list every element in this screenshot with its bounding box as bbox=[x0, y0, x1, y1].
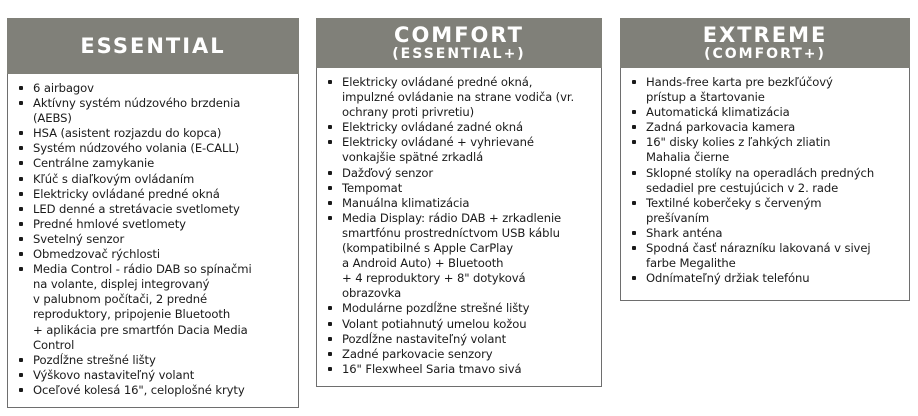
list-item-text-line: LED denné a stretávacie svetlomety bbox=[33, 201, 240, 216]
list-item-text-line: Mahalia čierne bbox=[646, 150, 730, 165]
bullet-icon bbox=[632, 110, 636, 114]
panel-title: EXTREME bbox=[702, 23, 828, 47]
list-item-text-line: Systém núdzového volania (E-CALL) bbox=[33, 141, 240, 156]
list-item-text-line: Sklopné stolíky na operadlách predných bbox=[646, 165, 875, 180]
list-item-text-line: Aktívny systém núdzového brzdenia bbox=[33, 96, 241, 111]
bullet-icon bbox=[19, 237, 23, 241]
bullet-icon bbox=[19, 388, 23, 392]
panel-extreme bbox=[620, 18, 910, 301]
list-item-text-line: Textilné koberčeky s červeným bbox=[646, 195, 822, 210]
feature-list bbox=[325, 75, 595, 377]
list-item bbox=[325, 317, 595, 332]
list-item-text-line: 16" Flexwheel Saria tmavo sivá bbox=[342, 361, 522, 376]
list-item-text-line: 6 airbagov bbox=[33, 81, 94, 95]
list-item bbox=[16, 126, 292, 141]
list-item bbox=[629, 105, 903, 120]
list-item-text-line: obrazovka bbox=[342, 286, 402, 301]
feature-list-box bbox=[7, 74, 299, 408]
list-item-text-line: Svetelný senzor bbox=[33, 231, 125, 246]
list-item bbox=[629, 166, 903, 196]
bullet-icon bbox=[632, 125, 636, 129]
list-item bbox=[16, 81, 292, 96]
list-item bbox=[325, 362, 595, 377]
bullet-icon bbox=[19, 101, 23, 105]
bullet-icon bbox=[19, 207, 23, 211]
panel-header bbox=[316, 18, 602, 68]
list-item-text-line: HSA (asistent rozjazdu do kopca) bbox=[33, 126, 222, 141]
list-item bbox=[16, 217, 292, 232]
list-item bbox=[16, 172, 292, 187]
bullet-icon bbox=[328, 306, 332, 310]
panel-essential bbox=[7, 18, 299, 408]
bullet-icon bbox=[328, 322, 332, 326]
bullet-icon bbox=[19, 146, 23, 150]
list-item-text-line: Tempomat bbox=[342, 180, 403, 195]
bullet-icon bbox=[328, 367, 332, 371]
bullet-icon bbox=[19, 267, 23, 271]
list-item-text-line: Volant potiahnutý umelou kožou bbox=[342, 316, 527, 331]
list-item-text-line: Modulárne pozdĺžne strešné lišty bbox=[342, 301, 530, 316]
list-item-text-line: smartfónu prostredníctvom USB káblu bbox=[342, 225, 560, 240]
list-item bbox=[325, 196, 595, 211]
bullet-icon bbox=[19, 222, 23, 226]
panel-header bbox=[620, 18, 910, 68]
bullet-icon bbox=[328, 337, 332, 341]
list-item bbox=[629, 241, 903, 271]
list-item bbox=[16, 353, 292, 368]
list-item bbox=[16, 202, 292, 217]
bullet-icon bbox=[19, 86, 23, 90]
list-item bbox=[629, 271, 903, 286]
list-item bbox=[16, 141, 292, 156]
list-item-text-line: Oceľové kolesá 16", celoplošné kryty bbox=[33, 382, 245, 397]
list-item-text-line: Centrálne zamykanie bbox=[33, 156, 155, 171]
list-item-text-line: Predné hmlové svetlomety bbox=[33, 216, 186, 231]
list-item-text-line: Media Display: rádio DAB + zrkadlenie bbox=[342, 210, 562, 225]
list-item-text-line: Kľúč s diaľkovým ovládaním bbox=[33, 171, 195, 186]
list-item bbox=[629, 135, 903, 165]
list-item-text-line: Elektricky ovládané + vyhrievané bbox=[342, 135, 534, 150]
bullet-icon bbox=[19, 192, 23, 196]
list-item-text-line: vonkajšie spätné zrkadlá bbox=[342, 150, 484, 165]
list-item bbox=[325, 166, 595, 181]
list-item bbox=[325, 211, 595, 302]
bullet-icon bbox=[328, 352, 332, 356]
list-item-text-line: Obmedzovač rýchlosti bbox=[33, 247, 160, 262]
list-item-text-line: Zadná parkovacia kamera bbox=[646, 120, 796, 135]
list-item-text-line: impulzné ovládanie na strane vodiča (vr. bbox=[342, 90, 575, 105]
feature-list-box bbox=[316, 68, 602, 387]
list-item bbox=[325, 181, 595, 196]
list-item-text-line: na volante, displej integrovaný bbox=[33, 277, 210, 292]
panel-title: ESSENTIAL bbox=[80, 34, 226, 58]
list-item-text-line: Elektricky ovládané predné okná, bbox=[342, 75, 533, 89]
list-item-text-line: (kompatibilné s Apple CarPlay bbox=[342, 241, 514, 256]
bullet-icon bbox=[328, 140, 332, 144]
bullet-icon bbox=[328, 125, 332, 129]
list-item-text-line: Spodná časť nárazníku lakovaná v sivej bbox=[646, 241, 871, 256]
bullet-icon bbox=[328, 201, 332, 205]
panel-title: COMFORT bbox=[394, 23, 524, 47]
list-item bbox=[16, 383, 292, 398]
bullet-icon bbox=[328, 216, 332, 220]
bullet-icon bbox=[632, 80, 636, 84]
bullet-icon bbox=[19, 373, 23, 377]
list-item bbox=[325, 75, 595, 120]
list-item-text-line: Manuálna klimatizácia bbox=[342, 195, 470, 210]
list-item bbox=[325, 347, 595, 362]
list-item-text-line: prístup a štartovanie bbox=[646, 90, 765, 105]
list-item bbox=[629, 226, 903, 241]
list-item-text-line: (AEBS) bbox=[33, 111, 72, 126]
list-item-text-line: Automatická klimatizácia bbox=[646, 105, 790, 120]
list-item bbox=[325, 301, 595, 316]
list-item-text-line: Elektricky ovládané predné okná bbox=[33, 186, 220, 201]
bullet-icon bbox=[632, 201, 636, 205]
bullet-icon bbox=[19, 252, 23, 256]
list-item bbox=[16, 247, 292, 262]
list-item-text-line: Pozdĺžne nastaviteľný volant bbox=[342, 331, 507, 346]
list-item-text-line: Media Control - rádio DAB so spínačmi bbox=[33, 262, 252, 277]
bullet-icon bbox=[632, 276, 636, 280]
feature-list bbox=[629, 75, 903, 286]
list-item-text-line: + 4 reproduktory + 8" dotyková bbox=[342, 271, 526, 286]
bullet-icon bbox=[328, 186, 332, 190]
panel-header bbox=[7, 18, 299, 74]
list-item-text-line: Dažďový senzor bbox=[342, 165, 434, 180]
list-item bbox=[16, 232, 292, 247]
list-item-text-line: Zadné parkovacie senzory bbox=[342, 346, 493, 361]
panel-subtitle: (ESSENTIAL+) bbox=[392, 46, 526, 62]
list-item-text-line: sedadiel pre cestujúcich v 2. rade bbox=[646, 180, 839, 195]
bullet-icon bbox=[632, 246, 636, 250]
list-item bbox=[325, 120, 595, 135]
list-item-text-line: Hands-free karta pre bezkľúčový bbox=[646, 75, 833, 89]
list-item bbox=[629, 196, 903, 226]
list-item bbox=[16, 96, 292, 126]
feature-list-box bbox=[620, 68, 910, 301]
list-item-text-line: ochrany proti privretiu) bbox=[342, 105, 475, 120]
list-item-text-line: v palubnom počítači, 2 predné bbox=[33, 292, 208, 307]
list-item bbox=[325, 135, 595, 165]
list-item bbox=[16, 368, 292, 383]
panel-subtitle: (COMFORT+) bbox=[704, 46, 826, 62]
bullet-icon bbox=[632, 140, 636, 144]
bullet-icon bbox=[19, 131, 23, 135]
list-item-text-line: Shark anténa bbox=[646, 225, 723, 240]
list-item bbox=[629, 75, 903, 105]
bullet-icon bbox=[19, 358, 23, 362]
panel-comfort bbox=[316, 18, 602, 387]
bullet-icon bbox=[328, 80, 332, 84]
list-item bbox=[16, 156, 292, 171]
list-item-text-line: Elektricky ovládané zadné okná bbox=[342, 120, 524, 135]
list-item bbox=[16, 262, 292, 353]
list-item-text-line: 16" disky kolies z ľahkých zliatin bbox=[646, 135, 831, 150]
list-item bbox=[629, 120, 903, 135]
list-item-text-line: Odnímateľný držiak telefónu bbox=[646, 271, 810, 286]
list-item-text-line: Control bbox=[33, 337, 75, 352]
list-item-text-line: farbe Megalithe bbox=[646, 256, 736, 271]
list-item bbox=[325, 332, 595, 347]
bullet-icon bbox=[632, 231, 636, 235]
list-item-text-line: prešívaním bbox=[646, 210, 710, 225]
bullet-icon bbox=[19, 177, 23, 181]
bullet-icon bbox=[328, 171, 332, 175]
bullet-icon bbox=[632, 171, 636, 175]
list-item-text-line: Pozdĺžne strešné lišty bbox=[33, 352, 156, 367]
bullet-icon bbox=[19, 161, 23, 165]
list-item bbox=[16, 187, 292, 202]
list-item-text-line: a Android Auto) + Bluetooth bbox=[342, 256, 504, 271]
list-item-text-line: reproduktory, pripojenie Bluetooth bbox=[33, 307, 231, 322]
list-item-text-line: Výškovo nastaviteľný volant bbox=[33, 367, 195, 382]
feature-list bbox=[16, 81, 292, 398]
list-item-text-line: + aplikácia pre smartfón Dacia Media bbox=[33, 322, 248, 337]
